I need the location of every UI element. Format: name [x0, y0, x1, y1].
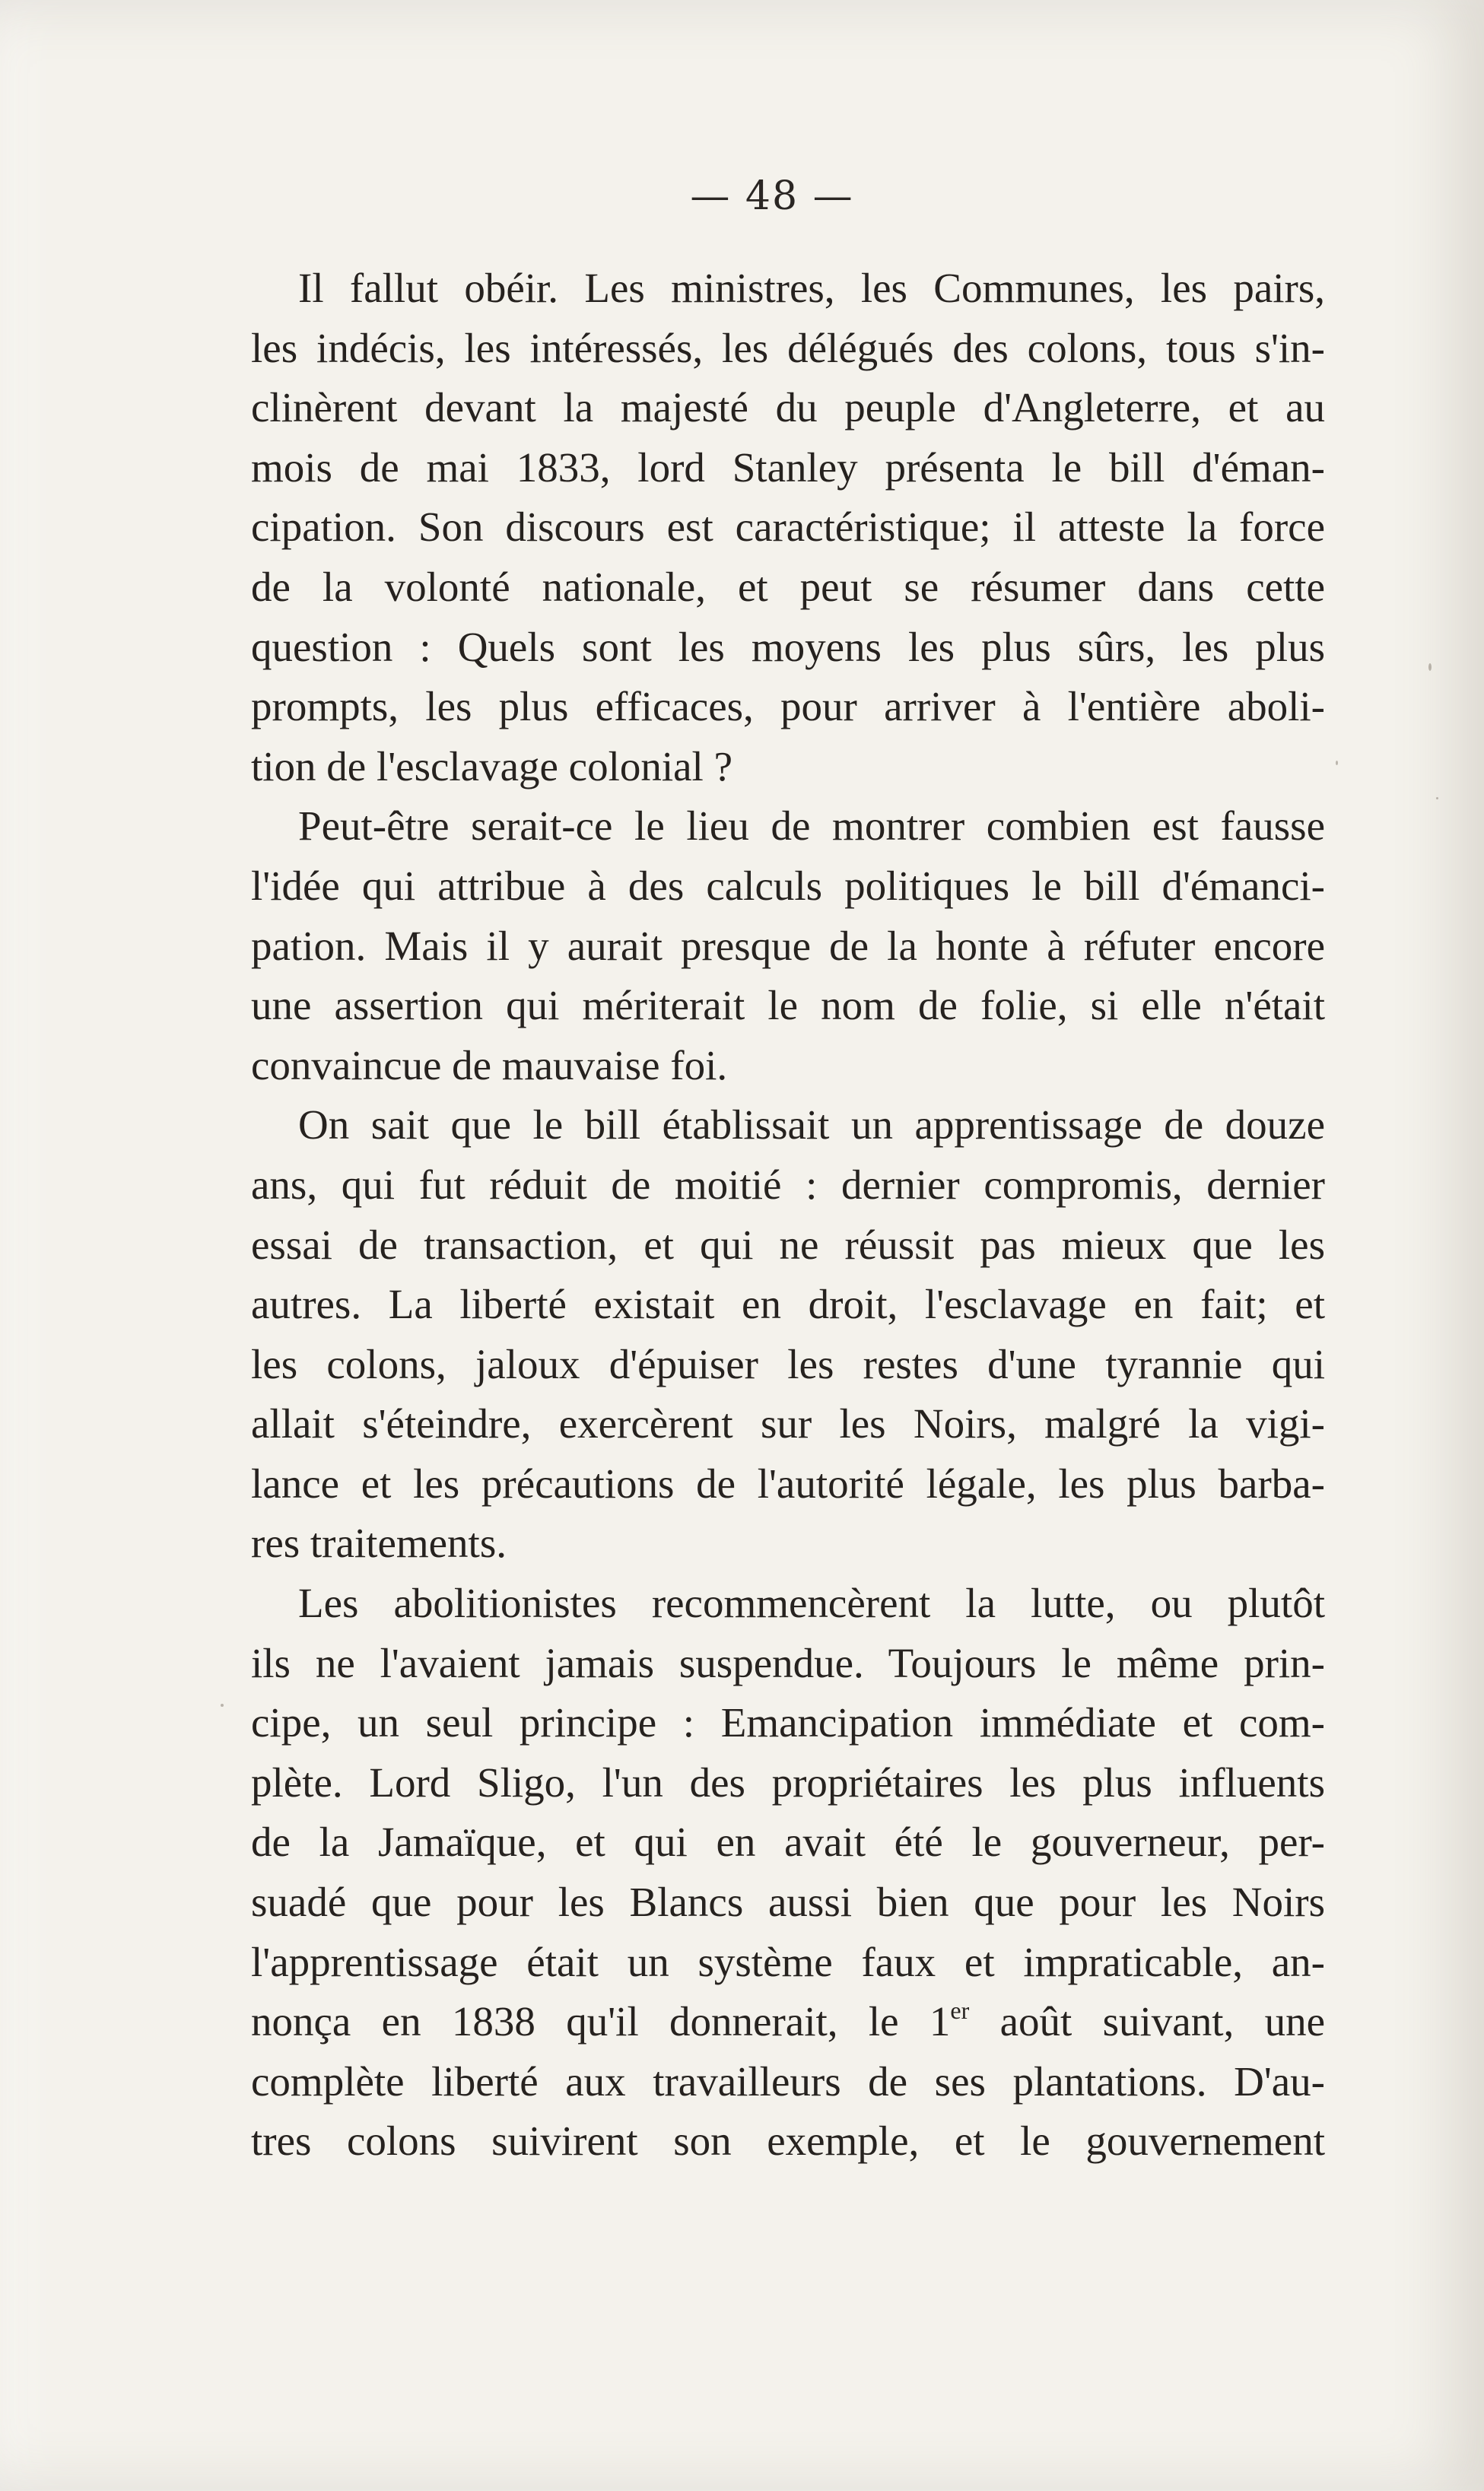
text-line: Il fallut obéir. Les ministres, les Communes, les pairs, — [298, 265, 1325, 311]
text-line: mois de mai 1833, lord Stanley présenta le bill d'éman- — [251, 443, 1325, 491]
text-line-with-superscript — [251, 1992, 1325, 2052]
text-line: l'apprentissage était un système faux et impraticable, an- — [251, 1938, 1325, 1985]
text-line: ans, qui fut réduit de moitié : dernier compromis, dernier — [251, 1161, 1325, 1208]
text-line: l'idée qui attribue à des calculs politiques le bill d'émanci- — [251, 862, 1325, 909]
paper-speck — [1436, 797, 1438, 799]
text-line: ils ne l'avaient jamais suspendue. Toujours le même prin- — [251, 1639, 1325, 1686]
text-fragment: nonça en 1838 qu'il donnerait, le 1 — [251, 1998, 951, 2045]
paper-speck — [1336, 761, 1338, 765]
text-line: Les abolitionistes recommencèrent la lutte, ou plutôt — [298, 1580, 1325, 1627]
text-line: res traitements. — [251, 1520, 507, 1567]
text-fragment: août suivant, une — [969, 1998, 1325, 2045]
text-line: convaincue de mauvaise foi. — [251, 1041, 728, 1088]
paragraph — [251, 1095, 1325, 1574]
text-line: essai de transaction, et qui ne réussit pas mieux que les — [251, 1221, 1325, 1268]
text-line: autres. La liberté existait en droit, l'esclavage en fait; et — [251, 1281, 1325, 1328]
superscript: er — [950, 1997, 970, 2025]
page-number: — 48 — — [690, 173, 854, 219]
paragraph — [251, 259, 1325, 796]
text-line: cipation. Son discours est caractéristique; il atteste la force — [251, 504, 1325, 551]
text-line: de la Jamaïque, et qui en avait été le gouverneur, per- — [251, 1819, 1325, 1866]
text-line: une assertion qui mériterait le nom de folie, si elle n'était — [251, 982, 1325, 1029]
text-line: tres colons suivirent son exemple, et le gouvernement — [251, 2118, 1325, 2165]
text-line: prompts, les plus efficaces, pour arriver à l'entière aboli- — [251, 683, 1325, 730]
text-line: suadé que pour les Blancs aussi bien que pour les Noirs — [251, 1879, 1325, 1926]
paragraph — [251, 796, 1325, 1095]
text-line: lance et les précautions de l'autorité légale, les plus barba- — [251, 1460, 1325, 1507]
paper-speck — [221, 1704, 224, 1707]
text-line: les indécis, les intéressés, les délégués des colons, tous s'in- — [251, 324, 1325, 371]
text-line: pation. Mais il y aurait presque de la honte à réfuter encore — [251, 922, 1325, 969]
text-line: cipe, un seul principe : Emancipation immédiate et com- — [251, 1699, 1325, 1746]
body-text — [251, 259, 1325, 2172]
text-line: question : Quels sont les moyens les plus sûrs, les plus — [251, 623, 1325, 670]
paragraph — [251, 1574, 1325, 2172]
text-line: plète. Lord Sligo, l'un des propriétaires les plus influents — [251, 1759, 1325, 1806]
text-line: tion de l'esclavage colonial ? — [251, 742, 732, 790]
text-line: allait s'éteindre, exercèrent sur les Noirs, malgré la vigi- — [251, 1400, 1325, 1447]
text-line: complète liberté aux travailleurs de ses plantations. D'au- — [251, 2057, 1325, 2105]
text-line: les colons, jaloux d'épuiser les restes d'une tyrannie qui — [251, 1340, 1325, 1387]
text-line: On sait que le bill établissait un apprentissage de douze — [298, 1101, 1325, 1149]
text-line: de la volonté nationale, et peut se résumer dans cette — [251, 563, 1325, 610]
text-line: clinèrent devant la majesté du peuple d'Angleterre, et au — [251, 384, 1325, 431]
text-line: Peut-être serait-ce le lieu de montrer combien est fausse — [298, 802, 1325, 850]
paper-speck — [1428, 663, 1432, 671]
